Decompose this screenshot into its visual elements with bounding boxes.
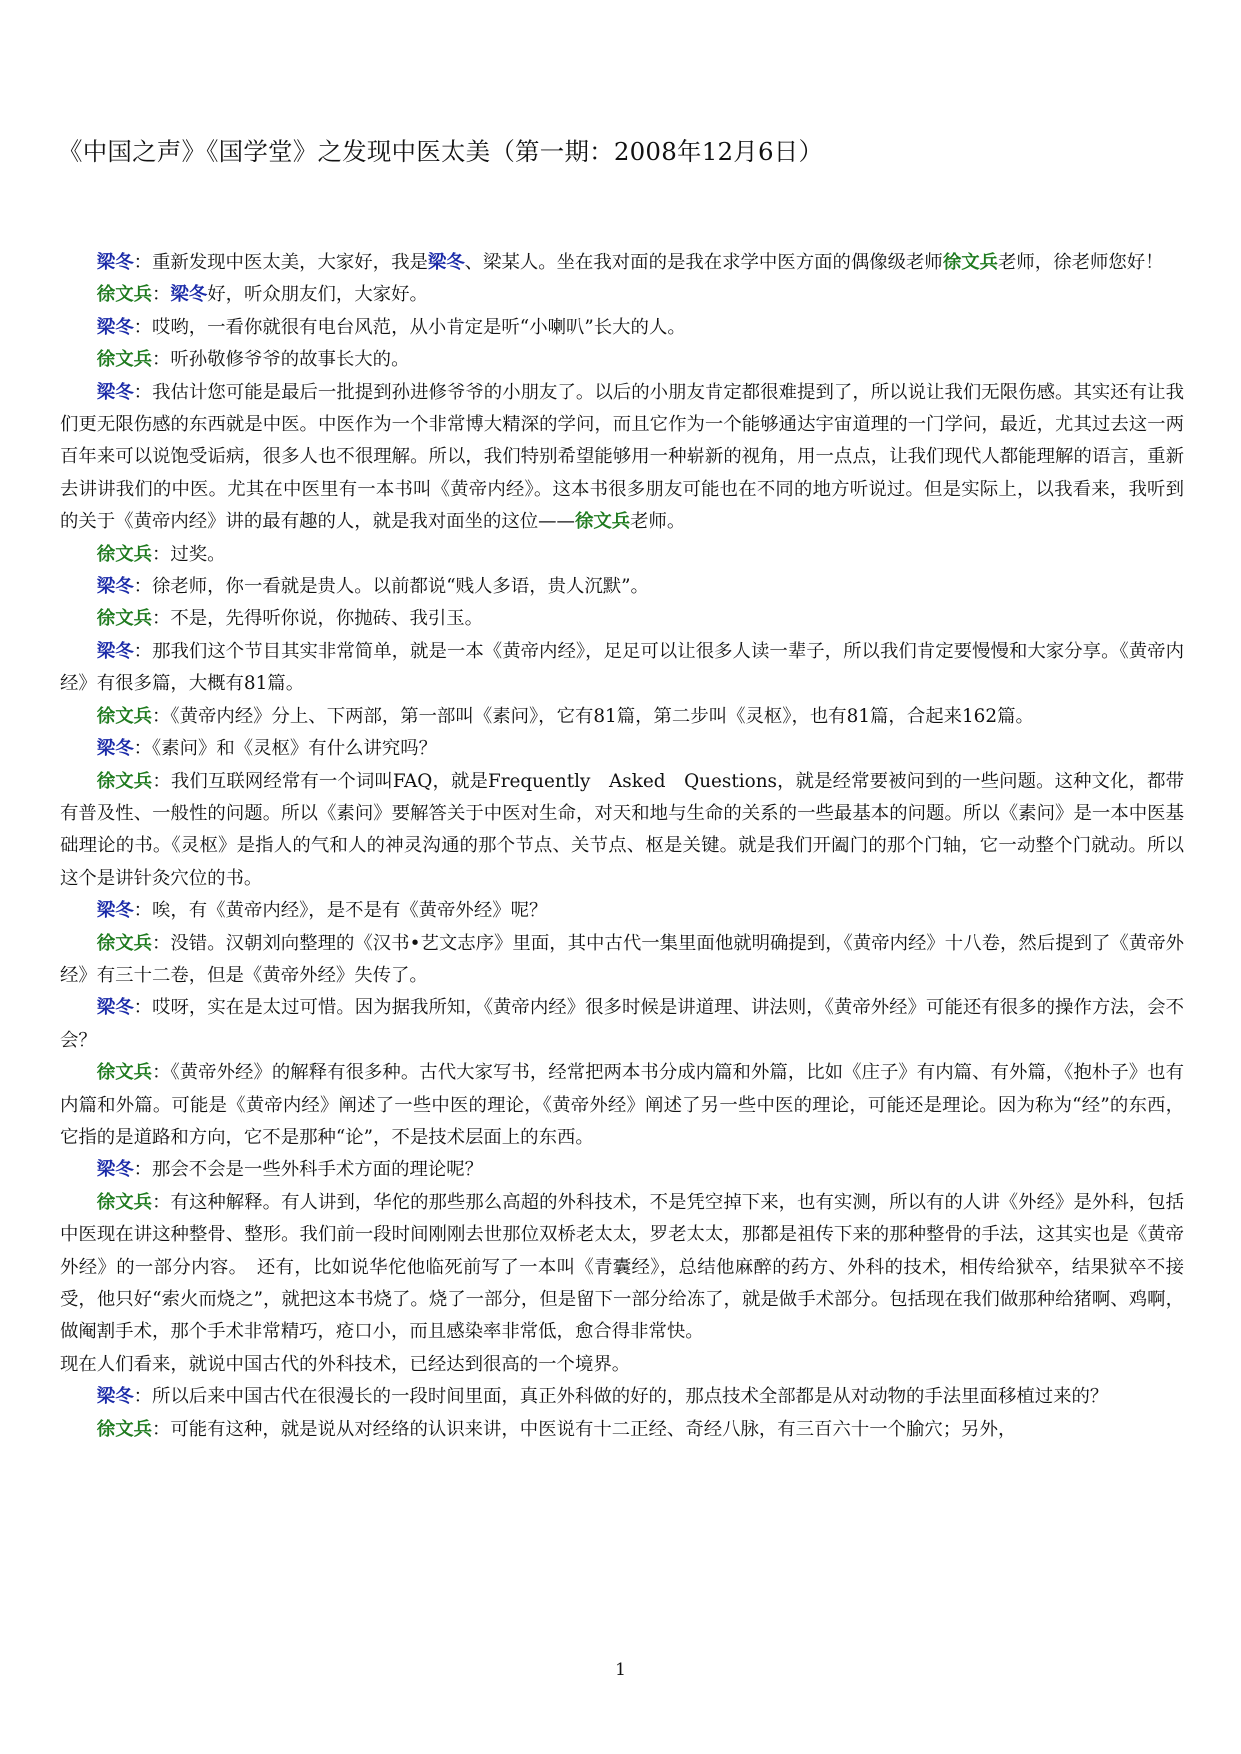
dialogue-text: ：重新发现中医太美，大家好，我是 [133,252,428,273]
speaker-name: 梁冬 [96,252,134,273]
dialogue-text: ：所以后来中国古代在很漫长的一段时间里面，真正外科做的好的，那点技术全部都是从对动物的手法里面移植过来的？ [133,1386,1109,1408]
dialogue-paragraph [60,636,1184,701]
speaker-name: 徐文兵 [96,770,153,792]
speaker-name: 梁冬 [96,316,134,338]
speaker-name: 徐文兵 [942,252,999,273]
dialogue-text: ：唉，有《黄帝内经》，是不是有《黄帝外经》呢？ [133,900,548,922]
speaker-name: 梁冬 [170,284,208,306]
document-title: 《中国之声》《国学堂》之发现中医太美（第一期：2008年12月6日） [58,137,824,166]
dialogue-paragraph [60,733,1184,765]
dialogue-text: ：不是，先得听你说，你抛砖、我引玉。 [151,608,484,630]
dialogue-text: 现在人们看来，就说中国古代的外科技术，已经达到很高的一个境界。 [60,1353,631,1375]
dialogue-text: ：《素问》和《灵枢》有什么讲究吗？ [133,738,438,760]
dialogue-paragraph [60,571,1184,603]
dialogue-text: 、梁某人。坐在我对面的是我在求学中医方面的偶像级老师 [464,252,943,273]
dialogue-paragraph [60,1154,1184,1186]
dialogue-paragraph [60,279,1184,311]
dialogue-paragraph [60,1381,1184,1413]
dialogue-paragraph [60,539,1184,571]
dialogue-text: ：那会不会是一些外科手术方面的理论呢？ [133,1159,484,1181]
speaker-name: 梁冬 [427,252,465,273]
speaker-name: 徐文兵 [96,349,152,371]
speaker-name: 梁冬 [96,381,134,403]
speaker-name: 徐文兵 [96,1191,153,1213]
dialogue-text: ：听孙敬修爷爷的故事长大的。 [151,349,410,371]
dialogue-paragraph [60,312,1184,344]
dialogue-text: ：徐老师，你一看就是贵人。以前都说“贱人多语，贵人沉默”。 [133,576,649,598]
speaker-name: 徐文兵 [96,284,152,306]
dialogue-paragraph [60,992,1184,1057]
dialogue-paragraph [60,1187,1184,1349]
dialogue-text: 老师。 [630,511,686,533]
dialogue-paragraph [60,1057,1184,1154]
page-number: 1 [615,1660,626,1680]
speaker-name: 梁冬 [96,1386,134,1408]
speaker-name: 徐文兵 [96,543,152,565]
speaker-name: 梁冬 [96,640,134,662]
dialogue-paragraph [60,1414,1184,1446]
dialogue-text: 老师，徐老师您好！ [998,252,1164,273]
dialogue-text: ：我们互联网经常有一个词叫FAQ，就是Frequently Asked Questions，就是经常要被问到的一些问题。这种文化，都带有普及性、一般性的问题。所以《素问》要解答关于中医对生命，对天和地与生命的关系的一些最基本的问题。所以《素问》是一本中医基础理论的书。《灵枢》是指人的气和人的神灵沟通的那个节点、关节点、枢是关键。就是我们开阖门的那个门轴，它一动整个门就动。所以这个是讲针灸穴位的书。 [60,770,1184,889]
dialogue-paragraph [60,377,1184,539]
dialogue-text: ：哎呀，实在是太过可惜。因为据我所知，《黄帝内经》很多时候是讲道理、讲法则，《黄帝外经》可能还有很多的操作方法，会不会？ [60,997,1184,1051]
dialogue-text: ：过奖。 [151,543,226,565]
speaker-name: 梁冬 [96,900,134,922]
speaker-name: 梁冬 [96,576,134,598]
dialogue-text: ：哎哟，一看你就很有电台风范，从小肯定是听“小喇叭”长大的人。 [133,316,686,338]
dialogue-text: ： [151,284,171,306]
dialogue-paragraph [60,766,1184,896]
speaker-name: 徐文兵 [574,511,631,533]
speaker-name: 徐文兵 [96,608,152,630]
dialogue-paragraph [60,344,1184,376]
dialogue-text: ：那我们这个节目其实非常简单，就是一本《黄帝内经》，足足可以让很多人读一辈子，所以我们肯定要慢慢和大家分享。《黄帝内经》有很多篇，大概有81篇。 [60,640,1184,695]
dialogue-paragraph [60,247,1184,279]
dialogue-text: ：可能有这种，就是说从对经络的认识来讲，中医说有十二正经、奇经八脉，有三百六十一个腧穴；另外， [151,1418,1017,1440]
speaker-name: 徐文兵 [96,932,152,954]
dialogue-text: ：《黄帝外经》的解释有很多种。古代大家写书，经常把两本书分成内篇和外篇，比如《庄子》有内篇、有外篇，《抱朴子》也有内篇和外篇。可能是《黄帝内经》阐述了一些中医的理论，《黄帝外经》阐述了另一些中医的理论，可能还是理论。因为称为“经”的东西，它指的是道路和方向，它不是那种“论”，不是技术层面上的东西。 [60,1062,1184,1148]
speaker-name: 徐文兵 [96,1418,152,1440]
speaker-name: 梁冬 [96,997,134,1019]
speaker-name: 梁冬 [96,1159,134,1181]
dialogue-text: ：《黄帝内经》分上、下两部，第一部叫《素问》，它有81篇，第二步叫《灵枢》，也有81篇，合起来162篇。 [151,705,1034,727]
dialogue-text: 好，听众朋友们，大家好。 [207,284,428,306]
speaker-name: 徐文兵 [96,1062,153,1084]
dialogue-paragraph [60,701,1184,733]
dialogue-text: ：我估计您可能是最后一批提到孙进修爷爷的小朋友了。以后的小朋友肯定都很难提到了，所以说让我们无限伤感。其实还有让我们更无限伤感的东西就是中医。中医作为一个非常博大精深的学问，而且它作为一个能够通达宇宙道理的一门学问，最近，尤其过去这一两百年来可以说饱受诟病，很多人也不很理解。所以，我们特别希望能够用一种崭新的视角，用一点点，让我们现代人都能理解的语言，重新去讲讲我们的中医。尤其在中医里有一本书叫《黄帝内经》。这本书很多朋友可能也在不同的地方听说过。但是实际上，以我看来，我听到的关于《黄帝内经》讲的最有趣的人，就是我对面坐的这位—— [60,381,1184,533]
dialogue-paragraph [60,603,1184,635]
speaker-name: 徐文兵 [96,705,152,727]
transcript-body [60,247,1184,1446]
dialogue-paragraph [60,1349,1184,1381]
dialogue-paragraph [60,895,1184,927]
dialogue-text: ：没错。汉朝刘向整理的《汉书•艺文志序》里面，其中古代一集里面他就明确提到，《黄帝内经》十八卷，然后提到了《黄帝外经》有三十二卷，但是《黄帝外经》失传了。 [60,932,1184,986]
dialogue-text: ：有这种解释。有人讲到，华佗的那些那么高超的外科技术，不是凭空掉下来，也有实测，所以有的人讲《外经》是外科，包括中医现在讲这种整骨、整形。我们前一段时间刚刚去世那位双桥老太太，罗老太太，那都是祖传下来的那种整骨的手法，这其实也是《黄帝外经》的一部分内容。 还有，比如说华佗他临死前写了一本叫《青囊经》，总结他麻醉的药方、外科的技术，相传给狱卒，结果狱卒不接受，他只好“索火而烧之”，就把这本书烧了。烧了一部分，但是留下一部分给冻了，就是做手术部分。包括现在我们做那种给猪啊、鸡啊，做阉割手术，那个手术非常精巧，疮口小，而且感染率非常低，愈合得非常快。 [60,1191,1184,1343]
dialogue-paragraph [60,928,1184,993]
speaker-name: 梁冬 [96,738,134,760]
